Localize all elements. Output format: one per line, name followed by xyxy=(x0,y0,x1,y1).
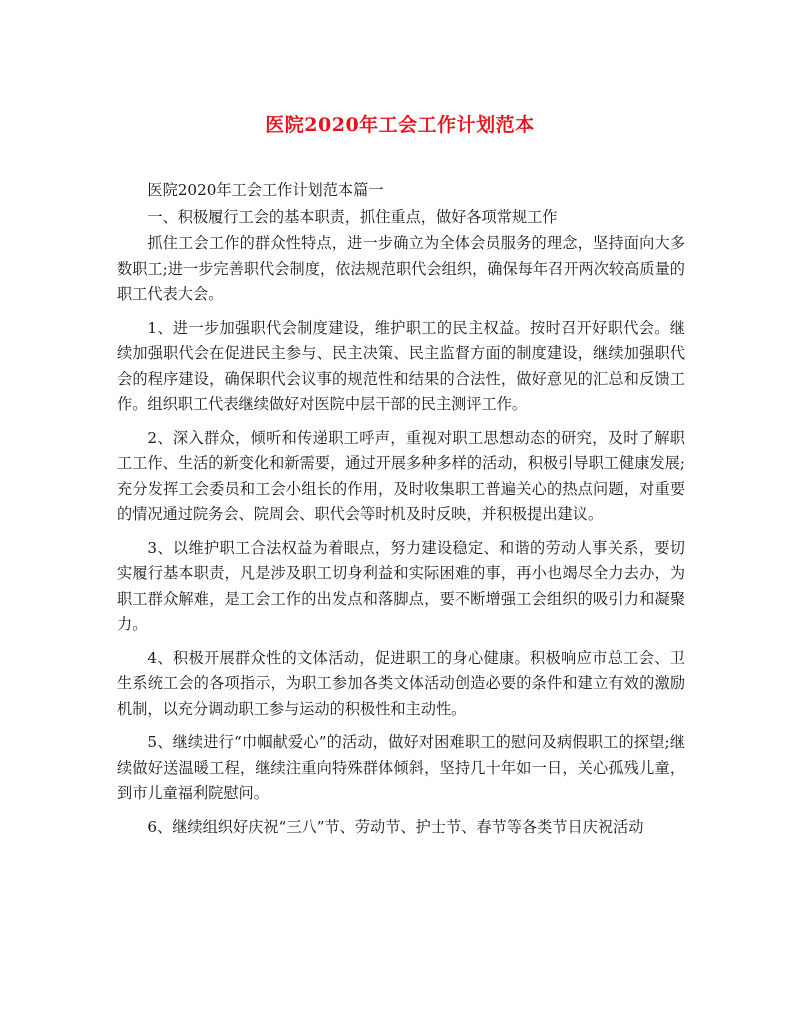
paragraph-item-3: 3、以维护职工合法权益为着眼点，努力建设稳定、和谐的劳动人事关系，要切实履行基本职责，凡是涉及职工切身利益和实际困难的事，再小也竭尽全力去办，为职工群众解难，是工会工作的出发点和落脚点，要不断增强工会组织的吸引力和凝聚力。 xyxy=(117,538,685,633)
paragraph-item-1: 1、进一步加强职代会制度建设，维护职工的民主权益。按时召开好职代会。继续加强职代会在促进民主参与、民主决策、民主监督方面的制度建设，继续加强职代会的程序建设，确保职代会议事的规范性和结果的合法性，做好意见的汇总和反馈工作。组织职工代表继续做好对医院中层干部的民主测评工作。 xyxy=(117,318,685,413)
document-title: 医院2020年工会工作计划范本 xyxy=(265,114,535,136)
section-heading: 一、积极履行工会的基本职责，抓住重点，做好各项常规工作 xyxy=(147,207,558,226)
document-subtitle: 医院2020年工会工作计划范本篇一 xyxy=(147,181,384,199)
paragraph-intro: 抓住工会工作的群众性特点，进一步确立为全体会员服务的理念，坚持面向大多数职工;进一步完善职代会制度，依法规范职代会组织，确保每年召开两次较高质量的职工代表大会。 xyxy=(117,234,685,303)
document-body xyxy=(117,178,685,848)
paragraph-item-6: 6、继续组织好庆祝“三八”节、劳动节、护士节、春节等各类节日庆祝活动 xyxy=(147,817,644,836)
paragraph-item-2: 2、深入群众，倾听和传递职工呼声，重视对职工思想动态的研究，及时了解职工工作、生活的新变化和新需要，通过开展多种多样的活动，积极引导职工健康发展;充分发挥工会委员和工会小组长的作用，及时收集职工普遍关心的热点问题，对重要的情况通过院务会、院周会、职代会等时机及时反映，并积极提出建议。 xyxy=(117,428,685,523)
paragraph-item-4: 4、积极开展群众性的文体活动，促进职工的身心健康。积极响应市总工会、卫生系统工会的各项指示，为职工参加各类文体活动创造必要的条件和建立有效的激励机制，以充分调动职工参与运动的积极性和主动性。 xyxy=(117,648,685,718)
paragraph-item-5: 5、继续进行“巾帼献爱心”的活动，做好对困难职工的慰问及病假职工的探望;继续做好送温暖工程，继续注重向特殊群体倾斜，坚持几十年如一日，关心孤残儿童，到市儿童福利院慰问。 xyxy=(117,733,685,802)
